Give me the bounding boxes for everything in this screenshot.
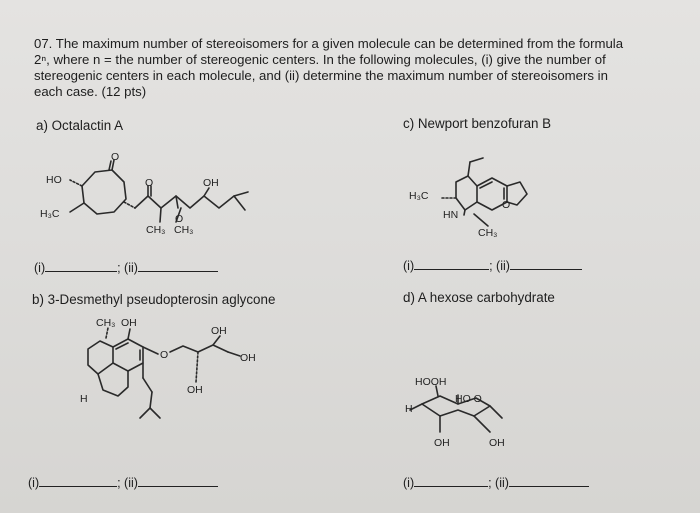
part-b-title: b) 3-Desmethyl pseudopterosin aglycone [32,292,276,307]
part-a-title: a) Octalactin A [36,118,124,133]
part-d-title: d) A hexose carbohydrate [403,290,555,305]
octalactin-ch3-b: CH₃ [174,224,194,236]
part-b-i-label: (i) [28,476,40,490]
question-line-3: stereogenic centers in each molecule, and (ii) determine the maximum number of stereoisomers in [34,68,608,83]
part-a-i-label: (i) [34,261,46,275]
pseudopterosin-ch3-label: CH₃ [96,317,116,329]
pseudopterosin-oh-3: OH [240,352,256,364]
hexose-h-label: H [405,403,413,415]
benzofuran-ch3-label: CH₃ [478,227,498,239]
pseudopterosin-ether-o: O [160,349,169,361]
pseudopterosin-oh-1: OH [121,317,137,329]
hexose-hoo-label: HO O [455,393,482,405]
octalactin-h3c-label: H₃C [40,208,60,220]
part-c-ii-label: ; (ii) [489,259,510,273]
hexose-oh-1: OH [434,437,450,449]
question-line-2: 2ⁿ, where n = the number of stereogenic centers. In the following molecules, (i) give the number of [34,52,606,67]
octalactin-ch3-a: CH₃ [146,224,166,236]
part-a-ii-label: ; (ii) [117,261,138,275]
pseudopterosin-oh-2: OH [211,325,227,337]
benzofuran-hn-label: HN [443,209,459,221]
pseudopterosin-structure [88,328,240,418]
question-line-4: each case. (12 pts) [34,84,147,99]
octalactin-epoxide-o: O [175,213,184,225]
octalactin-ring [82,170,126,214]
part-c-title: c) Newport benzofuran B [403,116,552,131]
pseudopterosin-oh-4: OH [187,384,203,396]
part-d-i-label: (i) [403,476,415,490]
octalactin-oh-label: OH [203,177,219,189]
question-line-1: 07. The maximum number of stereoisomers for a given molecule can be determined from the formula [34,36,624,51]
benzofuran-o-label: O [502,199,511,211]
hexose-oh-2: OH [489,437,505,449]
pseudopterosin-h-label: H [80,393,88,405]
octalactin-ketone-o: O [145,177,154,189]
part-b-ii-label: ; (ii) [117,476,138,490]
benzofuran-h3c-label: H₃C [409,190,429,202]
part-d-ii-label: ; (ii) [488,476,509,490]
hexose-hooh-label: HOOH [415,376,447,388]
octalactin-a-structure [70,160,248,222]
part-c-i-label: (i) [403,259,415,273]
octalactin-ho-label: HO [46,174,62,186]
octalactin-carbonyl-o: O [111,151,120,163]
